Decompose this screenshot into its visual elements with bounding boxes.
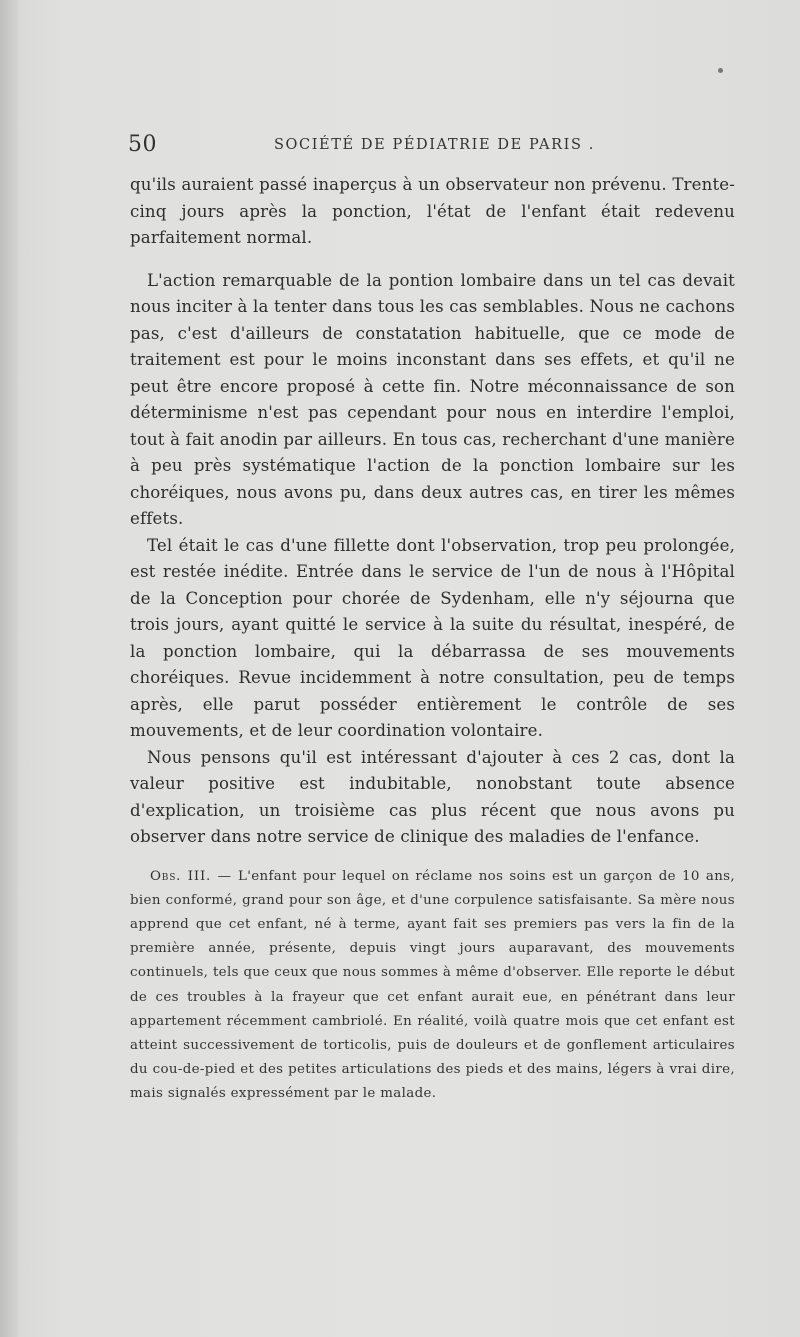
- body-text: [130, 172, 735, 1107]
- page-gutter-shadow: [0, 0, 18, 1337]
- paragraph-continuation: qu'ils auraient passé inaperçus à un observateur non prévenu. Trente-cinq jours après la ponction, l'état de l'enfant était redevenu parfaitement normal.: [130, 175, 735, 247]
- page-header: [128, 132, 598, 162]
- ink-dot-mark: [718, 68, 723, 73]
- observation-text: L'enfant pour lequel on réclame nos soins est un garçon de 10 ans, bien conformé, grand pour son âge, et d'une corpulence satisfaisante. Sa mère nous apprend que cet enfant, né à terme, ayant fait ses premiers pas vers la fin de la première année, présente, depuis vingt jours auparavant, des mouvements continuels, tels que ceux que nous sommes à même d'observer. Elle reporte le début de ces troubles à la frayeur que cet enfant aurait eue, en pénétrant dans leur appartement récemment cambriolé. En réalité, voilà quatre mois que cet enfant est atteint successivement de torticolis, puis de douleurs et de gonflement articulaires du cou-de-pied et des petites articulations des pieds et des mains, légers à vrai dire, mais signalés expressément par le malade.: [130, 868, 736, 1102]
- running-head: SOCIÉTÉ DE PÉDIATRIE DE PARIS .: [274, 137, 595, 153]
- paragraph-lumbar-puncture: L'action remarquable de la pontion lombaire dans un tel cas devait nous inciter à la tenter dans tous les cas semblables. Nous ne cachons pas, c'est d'ailleurs de constatation habituelle, que ce mode de traitement est pour le moins inconstant dans ses effets, et qu'il ne peut être encore proposé à cette fin. Notre méconnaissance de son déterminisme n'est pas cependant pour nous en interdire l'emploi, tout à fait anodin par ailleurs. En tous cas, recherchant d'une manière à peu près systématique l'action de la ponction lombaire sur les choréiques, nous avons pu, dans deux autres cas, en tirer les mêmes effets.: [130, 270, 735, 528]
- observation-label: Obs. III. —: [150, 868, 232, 884]
- observation-paragraph: [130, 865, 735, 1107]
- page-number: 50: [128, 132, 157, 157]
- paragraph-fillette-case: Tel était le cas d'une fillette dont l'observation, trop peu prolongée, est restée inédite. Entrée dans le service de l'un de nous à l'Hôpital de la Conception pour chorée de Sydenham, elle n'y séjourna que trois jours, ayant quitté le service à la suite du résultat, inespéré, de la ponction lombaire, qui la débarrassa de ses mouvements choréiques. Revue incidemment à notre consultation, peu de temps après, elle parut posséder entièrement le contrôle de ses mouvements, et de leur coordination volontaire.: [130, 535, 735, 740]
- paragraph-third-case-intro: Nous pensons qu'il est intéressant d'ajouter à ces 2 cas, dont la valeur positive est indubitable, nonobstant toute absence d'explication, un troisième cas plus récent que nous avons pu observer dans notre service de clinique des maladies de l'enfance.: [130, 747, 735, 846]
